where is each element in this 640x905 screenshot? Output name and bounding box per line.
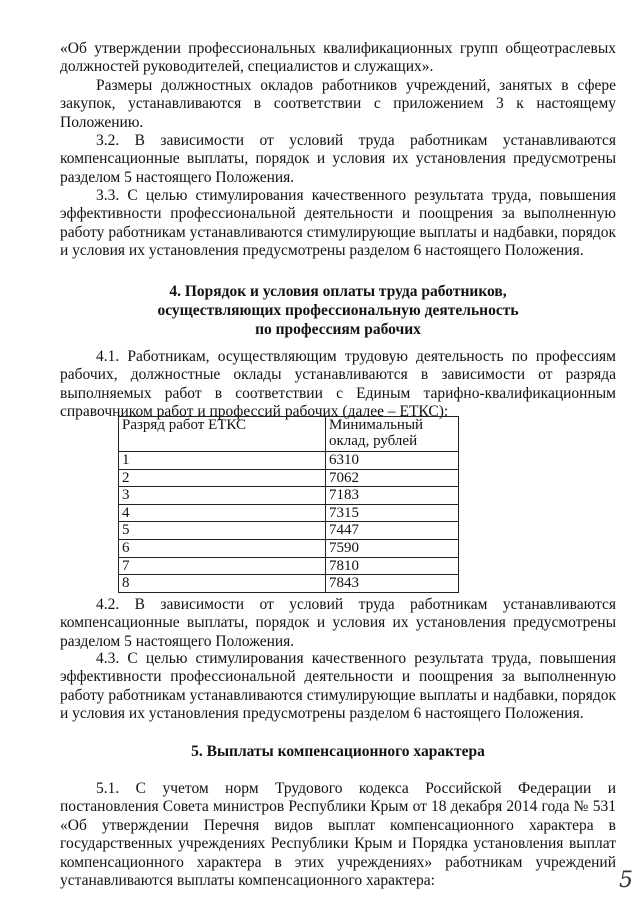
section-4-heading-line2: осуществляющих профессиональную деятельность <box>157 302 519 319</box>
table-cell-salary: 6310 <box>326 452 459 470</box>
table-cell-grade: 4 <box>119 504 326 522</box>
table-cell-grade: 6 <box>119 539 326 557</box>
paragraph-4-3: 4.3. С целью стимулирования качественного результата труда, повышения эффективности профессиональной деятельности и поощрения за выполненную работу работникам устанавливаются стимулирующие выплаты и надбавки, порядок и условия их установления предусмотрены разделом 6 настоящего Положения. <box>60 650 616 723</box>
table-row <box>119 539 459 557</box>
table-cell-salary: 7843 <box>326 575 459 593</box>
table-row <box>119 575 459 593</box>
table-cell-salary: 7183 <box>326 487 459 505</box>
table-cell-grade: 3 <box>119 487 326 505</box>
paragraph-4-1: 4.1. Работникам, осуществляющим трудовую деятельность по профессиям рабочих, должностные оклады устанавливаются в зависимости от разряда выполняемых работ в соответствии с Единым тарифно-квалификационным справочником работ и профессий рабочих (далее – ЕТКС): <box>60 348 616 421</box>
table-row <box>119 487 459 505</box>
table-cell-grade: 5 <box>119 522 326 540</box>
table-cell-grade: 7 <box>119 557 326 575</box>
paragraph-5-1: 5.1. С учетом норм Трудового кодекса Российской Федерации и постановления Совета министров Республики Крым от 18 декабря 2014 года № 531 «Об утверждении Перечня видов выплат компенсационного характера в государственных учреждениях Республики Крым и Порядка установления выплат компенсационного характера в этих учреждениях» работникам учреждений устанавливаются выплаты компенсационного характера: <box>60 780 616 890</box>
section-4-heading-line3: по профессиям рабочих <box>255 321 421 338</box>
section-4-heading-line1: 4. Порядок и условия оплаты труда работников, <box>169 283 507 300</box>
paragraph-order-title: «Об утверждении профессиональных квалификационных групп общеотраслевых должностей руководителей, специалистов и служащих». <box>60 40 616 76</box>
table-row <box>119 469 459 487</box>
paragraph-3-2: 3.2. В зависимости от условий труда работникам устанавливаются компенсационные выплаты, порядок и условия их установления предусмотрены разделом 5 настоящего Положения. <box>60 132 616 186</box>
section-4-heading <box>60 282 616 339</box>
table-cell-salary: 7315 <box>326 504 459 522</box>
table-cell-salary: 7590 <box>326 539 459 557</box>
table-cell-grade: 8 <box>119 575 326 593</box>
etks-salary-table <box>118 416 459 593</box>
table-cell-salary: 7062 <box>326 469 459 487</box>
table-cell-grade: 2 <box>119 469 326 487</box>
table-cell-grade: 1 <box>119 452 326 470</box>
table-row <box>119 452 459 470</box>
table-row <box>119 557 459 575</box>
section-5-heading: 5. Выплаты компенсационного характера <box>191 743 485 760</box>
table-cell-salary: 7447 <box>326 522 459 540</box>
table-row <box>119 504 459 522</box>
paragraph-procurement-salaries: Размеры должностных окладов работников учреждений, занятых в сфере закупок, устанавливаются в соответствии с приложением 3 к настоящему Положению. <box>60 77 616 131</box>
paragraph-3-3: 3.3. С целью стимулирования качественного результата труда, повышения эффективности профессиональной деятельности и поощрения за выполненную работу работникам устанавливаются стимулирующие выплаты и надбавки, порядок и условия их установления предусмотрены разделом 6 настоящего Положения. <box>60 187 616 260</box>
table-header-salary: Минимальный оклад, рублей <box>326 417 459 452</box>
table-cell-salary: 7810 <box>326 557 459 575</box>
paragraph-4-2: 4.2. В зависимости от условий труда работникам устанавливаются компенсационные выплаты, порядок и условия их установления предусмотрены разделом 5 настоящего Положения. <box>60 596 616 650</box>
table-header-row <box>119 417 459 452</box>
table-header-grade: Разряд работ ЕТКС <box>119 417 326 452</box>
table-row <box>119 522 459 540</box>
page-number: 5 <box>619 868 633 893</box>
